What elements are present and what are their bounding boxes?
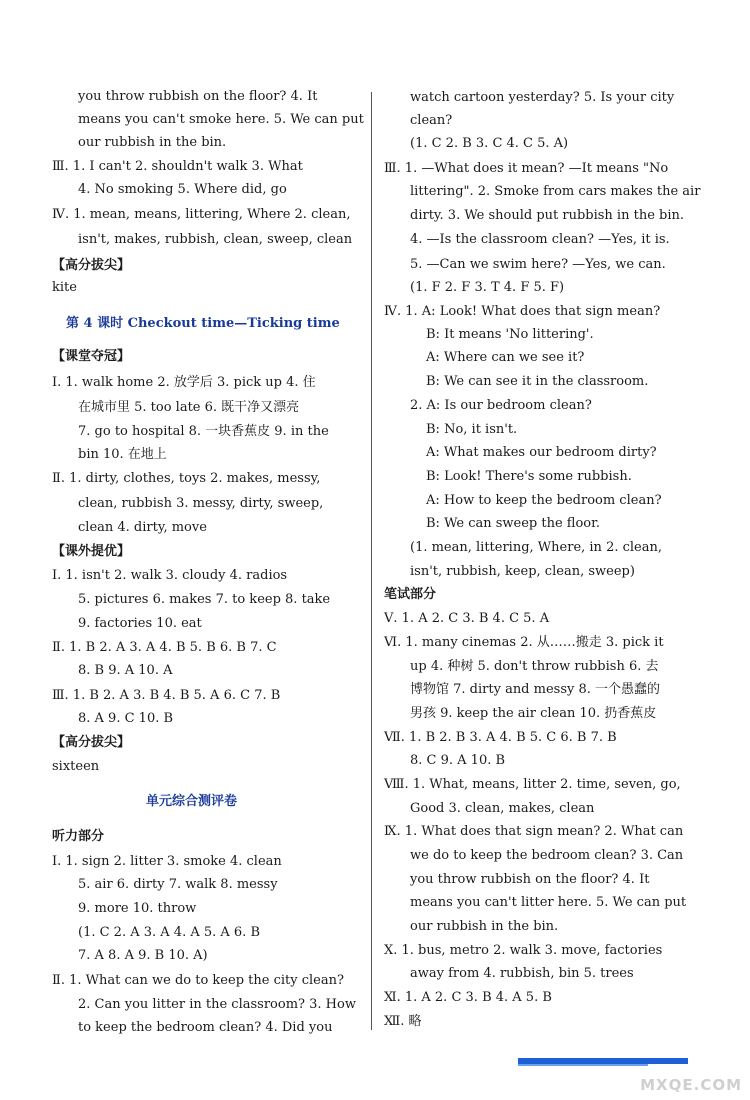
left-answer-line: 2. Can you litter in the classroom? 3. How (78, 997, 356, 1012)
left-answer-line: 8. A 9. C 10. B (78, 711, 174, 726)
right-answer-line: watch cartoon yesterday? 5. Is your city (410, 90, 675, 105)
right-answer-line: up 4. 种树 5. don't throw rubbish 6. 去 (410, 659, 659, 674)
right-answer-line: Ⅹ. 1. bus, metro 2. walk 3. move, factories (384, 943, 663, 958)
right-answer-line: A: How to keep the bedroom clean? (426, 493, 662, 508)
right-answer-line: away from 4. rubbish, bin 5. trees (410, 966, 634, 981)
right-answer-line: B: It means 'No littering'. (426, 327, 594, 342)
right-answer-line: Ⅶ. 1. B 2. B 3. A 4. B 5. C 6. B 7. B (384, 730, 617, 745)
left-answer-line: 在城市里 5. too late 6. 既干净又漂亮 (78, 400, 300, 415)
left-answer-line: 听力部分 (52, 829, 105, 844)
left-answer-line: to keep the bedroom clean? 4. Did you (78, 1020, 333, 1035)
right-answer-line: B: We can sweep the floor. (426, 516, 601, 531)
right-answer-line: 8. C 9. A 10. B (410, 753, 506, 768)
left-answer-line: you throw rubbish on the floor? 4. It (78, 89, 318, 104)
right-answer-line: Ⅵ. 1. many cinemas 2. 从……搬走 3. pick it (384, 635, 664, 650)
right-answer-line: 4. —Is the classroom clean? —Yes, it is. (410, 232, 670, 247)
left-answer-line: 【课外提优】 (52, 544, 131, 559)
right-answer-line: Ⅺ. 1. A 2. C 3. B 4. A 5. B (384, 990, 552, 1005)
right-answer-line: B: No, it isn't. (426, 422, 518, 437)
right-answer-line: B: Look! There's some rubbish. (426, 469, 632, 484)
right-answer-line: 5. —Can we swim here? —Yes, we can. (410, 257, 666, 272)
right-answer-line: Good 3. clean, makes, clean (410, 801, 595, 816)
left-answer-line: clean 4. dirty, move (78, 520, 207, 535)
right-answer-line: 2. A: Is our bedroom clean? (410, 398, 592, 413)
watermark: MXQE.COM (640, 1076, 742, 1094)
right-answer-line: (1. C 2. B 3. C 4. C 5. A) (410, 136, 569, 151)
right-answer-line: 博物馆 7. dirty and messy 8. 一个愚蠢的 (410, 682, 661, 697)
right-answer-line: we do to keep the bedroom clean? 3. Can (410, 848, 684, 863)
left-answer-line: 【高分拔尖】 (52, 735, 131, 750)
right-answer-line: (1. mean, littering, Where, in 2. clean, (410, 540, 662, 555)
left-answer-line: 【高分拔尖】 (52, 258, 131, 273)
right-answer-line: our rubbish in the bin. (410, 919, 559, 934)
left-answer-line: 7. go to hospital 8. 一块香蕉皮 9. in the (78, 424, 329, 439)
left-answer-line: our rubbish in the bin. (78, 135, 227, 150)
left-answer-line: clean, rubbish 3. messy, dirty, sweep, (78, 496, 324, 511)
column-divider (371, 92, 372, 1030)
left-answer-line: Ⅰ. 1. sign 2. litter 3. smoke 4. clean (52, 854, 282, 869)
right-answer-line: you throw rubbish on the floor? 4. It (410, 872, 650, 887)
right-answer-line: isn't, rubbish, keep, clean, sweep) (410, 564, 635, 579)
left-answer-line: Ⅱ. 1. What can we do to keep the city clean? (52, 973, 344, 988)
left-answer-line: 5. air 6. dirty 7. walk 8. messy (78, 877, 278, 892)
left-answer-line: Ⅲ. 1. I can't 2. shouldn't walk 3. What (52, 159, 303, 174)
footer-bar-accent (518, 1064, 648, 1066)
left-answer-line: sixteen (52, 759, 100, 774)
left-answer-line: 4. No smoking 5. Where did, go (78, 182, 287, 197)
right-answer-line: dirty. 3. We should put rubbish in the bin. (410, 208, 685, 223)
left-answer-line: bin 10. 在地上 (78, 447, 167, 462)
left-answer-line: 9. more 10. throw (78, 901, 197, 916)
left-answer-line: 9. factories 10. eat (78, 616, 202, 631)
right-answer-line: Ⅻ. 略 (384, 1014, 422, 1029)
left-answer-line: 【课堂夺冠】 (52, 349, 131, 364)
left-answer-line: Ⅱ. 1. B 2. A 3. A 4. B 5. B 6. B 7. C (52, 640, 277, 655)
right-answer-line: littering". 2. Smoke from cars makes the air (410, 184, 701, 199)
right-answer-line: (1. F 2. F 3. T 4. F 5. F) (410, 280, 565, 295)
left-answer-line: Ⅱ. 1. dirty, clothes, toys 2. makes, messy, (52, 471, 321, 486)
left-answer-line: isn't, makes, rubbish, clean, sweep, clean (78, 232, 353, 247)
right-answer-line: Ⅴ. 1. A 2. C 3. B 4. C 5. A (384, 611, 550, 626)
left-answer-line: Ⅲ. 1. B 2. A 3. B 4. B 5. A 6. C 7. B (52, 688, 281, 703)
right-answer-line: A: What makes our bedroom dirty? (426, 445, 657, 460)
left-answer-line: Ⅳ. 1. mean, means, littering, Where 2. clean, (52, 207, 351, 222)
left-answer-line: Ⅰ. 1. isn't 2. walk 3. cloudy 4. radios (52, 568, 288, 583)
right-answer-line: Ⅲ. 1. —What does it mean? —It means "No (384, 161, 669, 176)
left-answer-line: (1. C 2. A 3. A 4. A 5. A 6. B (78, 925, 260, 940)
right-answer-line: 男孩 9. keep the air clean 10. 扔香蕉皮 (410, 706, 657, 721)
left-answer-line: 7. A 8. A 9. B 10. A) (78, 948, 208, 963)
left-answer-line: Ⅰ. 1. walk home 2. 放学后 3. pick up 4. 住 (52, 375, 316, 390)
left-answer-line: 5. pictures 6. makes 7. to keep 8. take (78, 592, 331, 607)
right-answer-line: Ⅳ. 1. A: Look! What does that sign mean? (384, 304, 661, 319)
left-answer-line: 8. B 9. A 10. A (78, 663, 173, 678)
right-answer-line: Ⅷ. 1. What, means, litter 2. time, seven, go, (384, 777, 681, 792)
right-answer-line: 笔试部分 (384, 587, 437, 602)
right-answer-line: B: We can see it in the classroom. (426, 374, 649, 389)
right-answer-line: Ⅸ. 1. What does that sign mean? 2. What can (384, 824, 684, 839)
left-answer-line: kite (52, 280, 77, 295)
left-answer-line: 第 4 课时 Checkout time—Ticking time (66, 316, 340, 331)
right-answer-line: clean? (410, 113, 453, 128)
right-answer-line: A: Where can we see it? (426, 350, 585, 365)
left-answer-line: means you can't smoke here. 5. We can put (78, 112, 364, 127)
right-answer-line: means you can't litter here. 5. We can put (410, 895, 687, 910)
left-answer-line: 单元综合测评卷 (146, 794, 238, 809)
